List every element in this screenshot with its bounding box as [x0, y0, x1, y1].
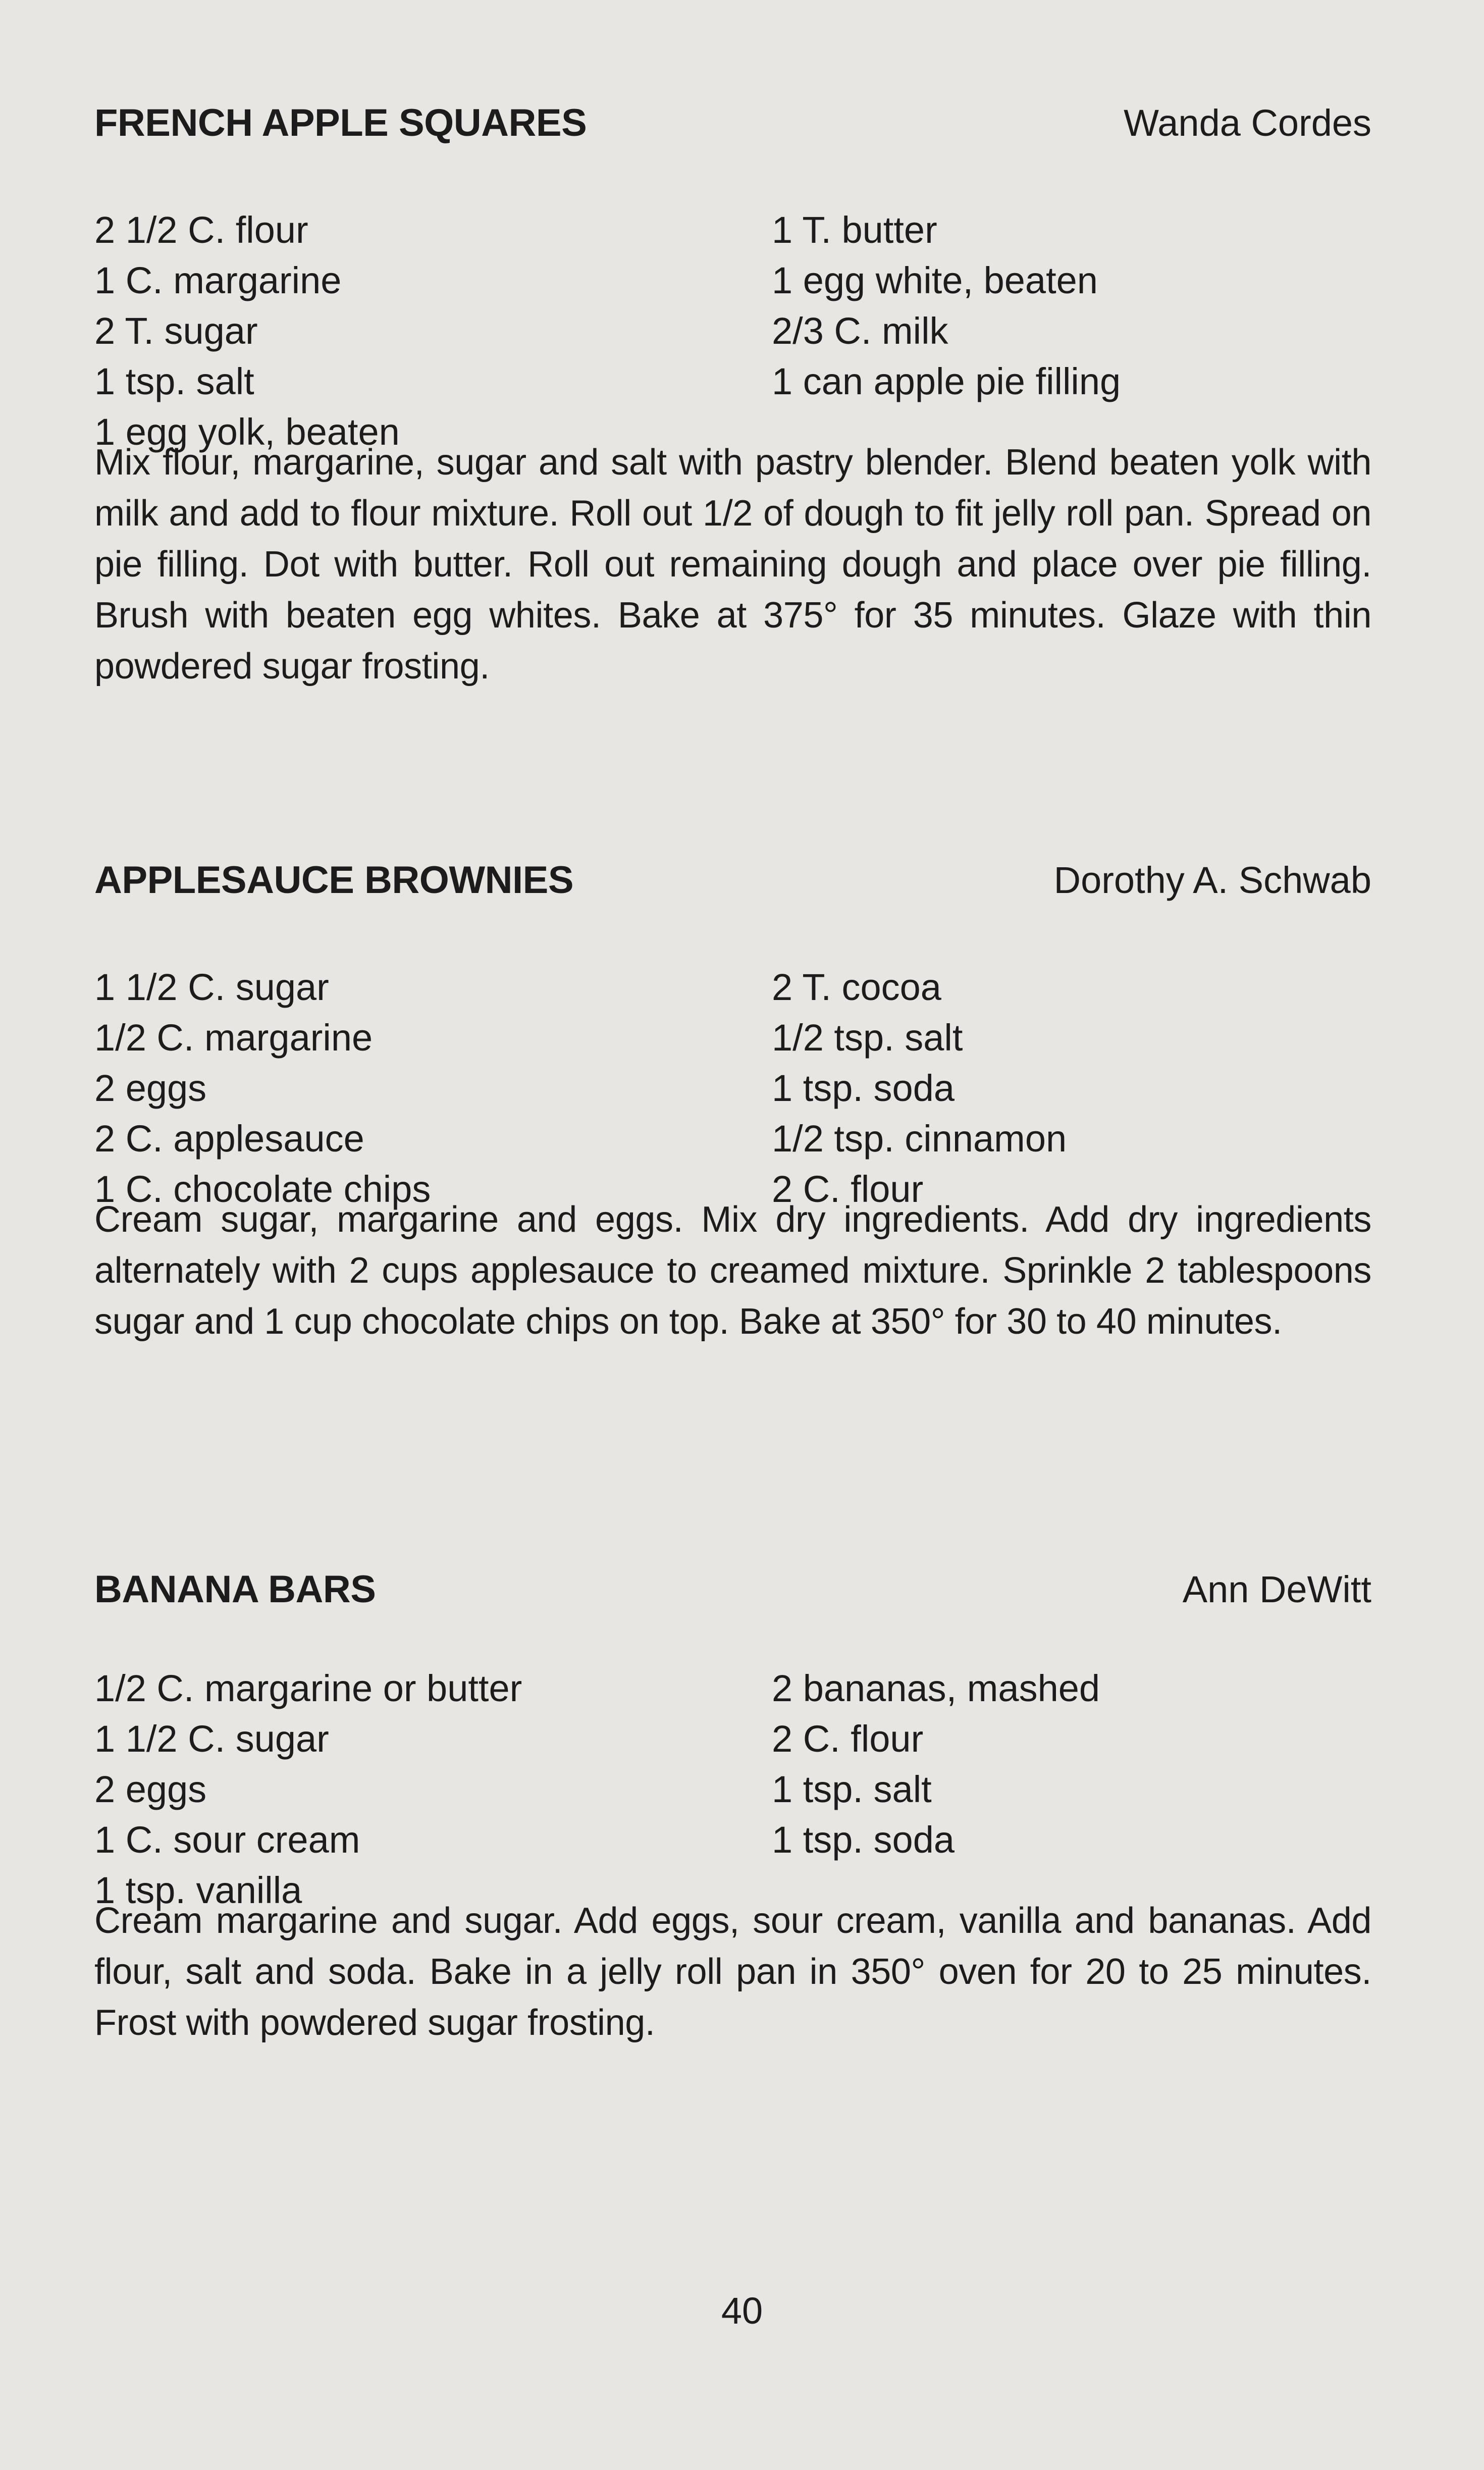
ingredient-item: 1/2 C. margarine or butter [94, 1667, 522, 1709]
ingredient-list [94, 205, 1371, 457]
ingredient-list [94, 1663, 1371, 1916]
ingredient-list [94, 962, 1371, 1215]
ingredient-item: 1/2 tsp. salt [772, 1017, 963, 1059]
recipe-title: APPLESAUCE BROWNIES [94, 859, 574, 902]
recipe-author: Dorothy A. Schwab [1053, 859, 1371, 901]
ingredient-item: 1 1/2 C. sugar [94, 1718, 329, 1760]
ingredient-item: 1 C. chocolate chips [94, 1168, 431, 1210]
ingredient-item: 1 tsp. soda [772, 1067, 955, 1109]
ingredient-item: 1 egg white, beaten [772, 259, 1098, 301]
ingredient-column-left [94, 962, 772, 1215]
ingredient-item: 1 1/2 C. sugar [94, 966, 329, 1008]
recipe-instructions: Cream margarine and sugar. Add eggs, sour cream, vanilla and bananas. Add flour, salt and soda. Bake in a jelly roll pan in 350° oven for 20 to 25 minutes. Frost with powdered sugar frosting. [94, 1901, 1371, 2043]
recipe-title: BANANA BARS [94, 1568, 376, 1611]
recipe-author: Ann DeWitt [1182, 1568, 1371, 1610]
ingredient-item: 1 tsp. salt [772, 1768, 932, 1810]
ingredient-item: 2 C. applesauce [94, 1118, 364, 1160]
ingredient-item: 2 C. flour [772, 1168, 924, 1210]
recipe-banana-bars [94, 1567, 1371, 2085]
ingredient-item: 1 tsp. salt [94, 360, 254, 402]
ingredient-column-left [94, 205, 772, 457]
ingredient-item: 2 T. cocoa [772, 966, 941, 1008]
ingredient-item: 1 T. butter [772, 209, 937, 251]
recipe-instructions: Mix flour, margarine, sugar and salt with pastry blender. Blend beaten yolk with milk and add to flour mixture. Roll out 1/2 of dough to fit jelly roll pan. Spread on pie filling. Dot with butter. Roll out remaining dough and place over pie filling. Brush with beaten egg whites. Bake at 375° for 35 minutes. Glaze with thin powdered sugar frosting. [94, 442, 1371, 687]
recipe-header [94, 858, 1371, 914]
recipe-french-apple-squares [94, 101, 1371, 728]
ingredient-column-right [772, 1663, 1371, 1916]
page-number: 40 [721, 2290, 763, 2332]
ingredient-column-right [772, 205, 1371, 457]
recipe-instructions: Cream sugar, margarine and eggs. Mix dry ingredients. Add dry ingredients alternately with 2 cups applesauce to creamed mixture. Sprinkle 2 tablespoons sugar and 1 cup chocolate chips on top. Bake at 350° for 30 to 40 minutes. [94, 1199, 1371, 1342]
ingredient-item: 1 can apple pie filling [772, 360, 1121, 402]
ingredient-item: 2 T. sugar [94, 310, 258, 352]
ingredient-item: 1 tsp. soda [772, 1819, 955, 1861]
recipe-title: FRENCH APPLE SQUARES [94, 101, 587, 144]
recipe-author: Wanda Cordes [1124, 102, 1371, 144]
ingredient-item: 2 C. flour [772, 1718, 924, 1760]
recipe-applesauce-brownies [94, 858, 1371, 1384]
ingredient-item: 2 eggs [94, 1768, 207, 1810]
ingredient-item: 1 C. sour cream [94, 1819, 360, 1861]
ingredient-item: 1 C. margarine [94, 259, 342, 301]
ingredient-item: 1 tsp. vanilla [94, 1869, 302, 1911]
recipe-header [94, 101, 1371, 156]
ingredient-item: 2 eggs [94, 1067, 207, 1109]
ingredient-column-left [94, 1663, 772, 1916]
ingredient-item: 2/3 C. milk [772, 310, 948, 352]
ingredient-item: 2 1/2 C. flour [94, 209, 308, 251]
ingredient-item: 1 egg yolk, beaten [94, 411, 400, 453]
recipe-header [94, 1567, 1371, 1623]
ingredient-item: 2 bananas, mashed [772, 1667, 1100, 1709]
ingredient-item: 1/2 tsp. cinnamon [772, 1118, 1067, 1160]
ingredient-item: 1/2 C. margarine [94, 1017, 373, 1059]
ingredient-column-right [772, 962, 1371, 1215]
